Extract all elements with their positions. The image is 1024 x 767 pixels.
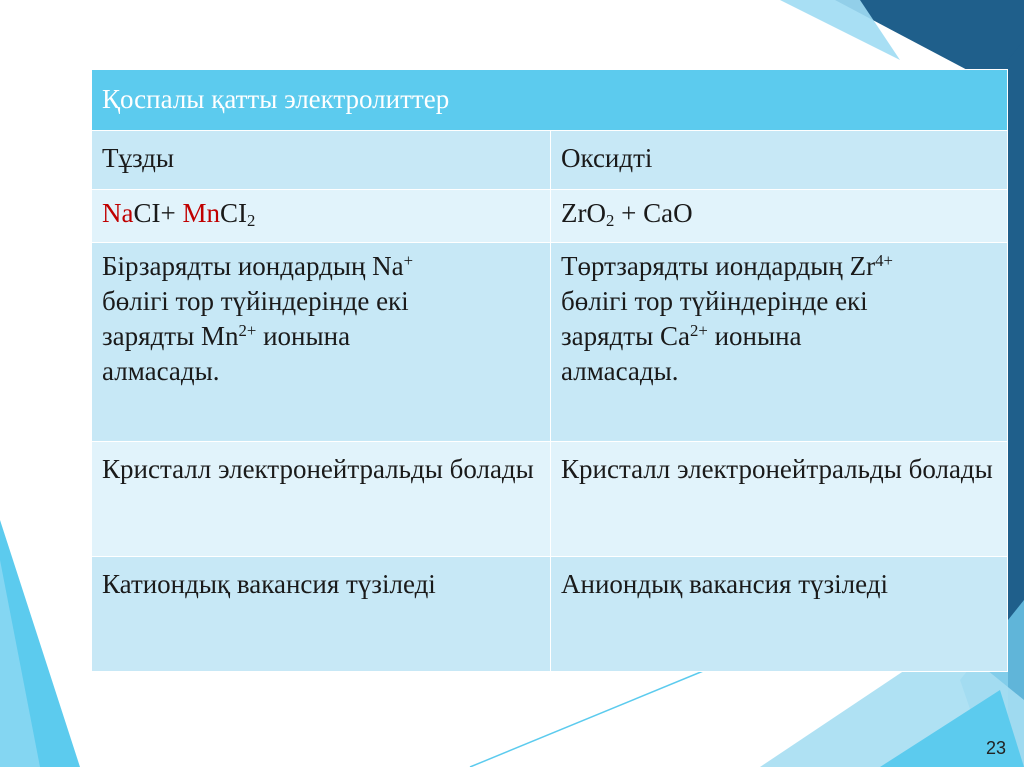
desc-text: Төртзарядты иондардың Zr [561,251,876,281]
desc-text: зарядты Mn [102,321,239,352]
col2-neutral: Кристалл электронейтральды болады [551,442,1008,557]
formula-subscript: 2 [246,211,256,231]
table-row [92,131,1008,190]
desc-text: зарядты Ca [561,321,690,352]
col1-vacancy: Катиондық вакансия түзіледі [92,557,551,672]
desc-superscript: 2+ [690,320,708,340]
col2-title: Оксидті [551,131,1008,190]
col2-formula [551,190,1008,243]
table-row [92,243,1008,442]
col1-neutral: Кристалл электронейтральды болады [92,442,551,557]
table-row [92,557,1008,672]
desc-superscript: + [403,250,414,270]
desc-text: ионына [256,321,351,352]
col1-title: Тұзды [92,131,551,190]
desc-superscript: 4+ [875,250,893,270]
page-number: 23 [985,738,1006,758]
desc-superscript: 2+ [238,320,257,340]
formula-mn: Mn [182,198,220,228]
desc-text: Бірзарядты иондардың Na [102,251,404,281]
table-title: Қоспалы қатты электролиттер [92,70,1008,131]
desc-text: бөлігі тор түйіндерінде екі [102,286,409,317]
formula-cao: + CaO [614,198,693,228]
desc-text: алмасады. [561,356,679,387]
formula-cl-plus: CI+ [133,198,183,228]
formula-na: Na [102,198,134,228]
col2-description [551,243,1008,442]
electrolytes-table [91,69,1008,672]
diagonal-line [470,660,730,767]
desc-text: алмасады. [102,356,220,387]
table-row [92,442,1008,557]
formula-zro: ZrO [561,198,606,228]
desc-text: ионына [707,321,802,352]
formula-subscript: 2 [605,211,615,231]
table-header-row [92,70,1008,131]
formula-cl: CI [219,198,247,228]
col2-vacancy: Аниондық вакансия түзіледі [551,557,1008,672]
col1-description [92,243,551,442]
desc-text: бөлігі тор түйіндерінде екі [561,286,868,317]
table-row [92,190,1008,243]
col1-formula [92,190,551,243]
